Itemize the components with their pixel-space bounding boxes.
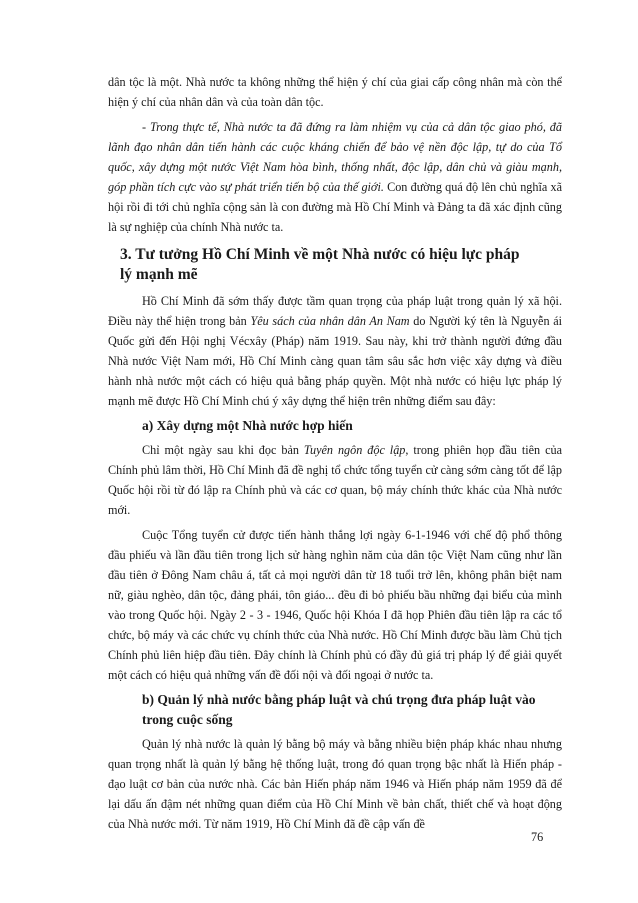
subsection-a-text-3: Cuộc Tổng tuyển cử được tiến hành thắng lợi ngày 6-1-1946 với chế độ phổ thông đầu phiếu và lần đầu tiên trong lịch sử hàng nghìn năm của dân tộc Việt Nam cũng như lần đầu tiên ở Đông Nam châu á, tất cả mọi người dân từ 18 tuổi trở lên, không phân biệt nam nữ, giàu nghèo, dân tộc, đảng phái, tôn giáo... đều đi bỏ phiếu bầu những đại biểu của mình vào trong Quốc hội. Ngày 2 - 3 - 1946, Quốc hội Khóa I đã họp Phiên đầu tiên lập ra các tổ chức, bộ máy và các chức vụ chính thức của Nhà nước. Hồ Chí Minh được bầu làm Chủ tịch Chính phủ liên hiệp đầu tiên. Đây chính là Chính phủ có đầy đủ giá trị pháp lý để giải quyết một cách có hiệu quả những vấn đề đối nội và đối ngoại ở nước ta. xyxy=(108,528,562,682)
subsection-b-paragraph xyxy=(108,734,562,834)
practice-text: Con đường quá độ lên chủ nghĩa xã hội rồi đi tới chủ nghĩa cộng sản là con đường mà Hồ Chí Minh và Đảng ta đã xác định cũng là sự nghiệp của chính Nhà nước ta. xyxy=(108,180,562,234)
subsection-a-text-2: , trong phiên họp đầu tiên của Chính phủ lâm thời, Hồ Chí Minh đã đề nghị tổ chức tổng tuyển cử càng sớm càng tốt để lập Quốc hội rồi từ đó lập ra Chính phủ và các cơ quan, bộ máy chính thức khác của Nhà nước mới. xyxy=(108,443,562,517)
practice-italic-text: - Trong thực tế, Nhà nước ta đã đứng ra làm nhiệm vụ của cả dân tộc giao phó, đã lãnh đạo nhân dân tiến hành các cuộc kháng chiến để bảo vệ nền độc lập, tự do của Tổ quốc, xây dựng một nước Việt Nam hòa bình, thống nhất, độc lập, dân chủ và giàu mạnh, góp phần tích cực vào sự phát triển tiến bộ của thế giới. xyxy=(108,120,562,194)
subsection-a-paragraph-1 xyxy=(108,440,562,520)
section-3-italic-title: Yêu sách của nhân dân An Nam xyxy=(250,314,410,328)
section-3-paragraph xyxy=(108,291,562,411)
intro-text: dân tộc là một. Nhà nước ta không những thể hiện ý chí của giai cấp công nhân mà còn thể hiện ý chí của nhân dân và của toàn dân tộc. xyxy=(108,75,562,109)
page-number: 76 xyxy=(531,830,544,844)
intro-paragraph xyxy=(108,72,562,112)
practice-paragraph xyxy=(108,117,562,237)
subsection-b-heading: b) Quản lý nhà nước bằng pháp luật và chú trọng đưa pháp luật vào trong cuộc sống xyxy=(142,692,536,727)
subsection-a-text-1: Chỉ một ngày sau khi đọc bản xyxy=(142,443,304,457)
section-3-heading: 3. Tư tưởng Hồ Chí Minh về một Nhà nước có hiệu lực pháp lý mạnh mẽ xyxy=(120,246,520,283)
page-content xyxy=(108,72,562,839)
subsection-a-italic-title: Tuyên ngôn độc lập xyxy=(303,443,406,457)
subsection-b-text: Quản lý nhà nước là quản lý bằng bộ máy và bằng nhiều biện pháp khác nhau nhưng quan trọng nhất là quản lý bằng hệ thống luật, trong đó quan trọng bậc nhất là Hiến pháp - đạo luật cơ bản của nước nhà. Các bản Hiến pháp năm 1946 và Hiến pháp năm 1959 đã để lại dấu ấn đậm nét những quan điểm của Hồ Chí Minh về bản chất, thiết chế và hoạt động của Nhà nước mới. Từ năm 1919, Hồ Chí Minh đã đề cập vấn đề xyxy=(108,737,562,831)
section-3-text-1: Hồ Chí Minh đã sớm thấy được tầm quan trọng của pháp luật trong quản lý xã hội. Điều này thể hiện trong bản xyxy=(108,294,562,328)
subsection-a-paragraph-2 xyxy=(108,525,562,685)
subsection-a-heading: a) Xây dựng một Nhà nước hợp hiến xyxy=(142,418,353,433)
section-3-text-2: do Người ký tên là Nguyễn ái Quốc gửi đến Hội nghị Vécxây (Pháp) năm 1919. Sau này, khi trở thành người đứng đầu Nhà nước Việt Nam mới, Hồ Chí Minh càng quan tâm sâu sắc hơn việc xây dựng và điều hành nhà nước một cách có hiệu quả bằng pháp quyền. Một nhà nước có hiệu lực pháp lý mạnh mẽ được Hồ Chí Minh chú ý xây dựng thể hiện trên những điểm sau đây: xyxy=(108,314,562,408)
